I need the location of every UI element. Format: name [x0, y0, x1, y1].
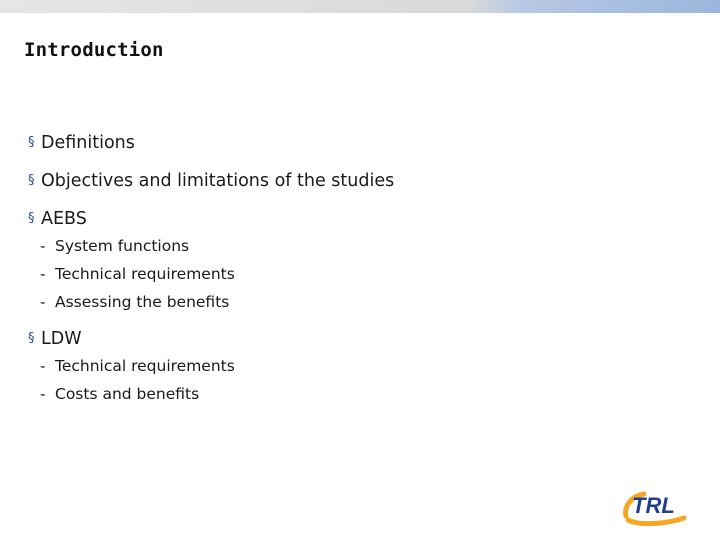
sub-item-text: Assessing the benefits [55, 293, 230, 311]
dash-marker-icon: - [40, 385, 46, 403]
bullet-item [28, 327, 688, 351]
bullet-list [28, 131, 688, 408]
bullet-item [28, 169, 688, 193]
sub-item-text: Costs and benefits [55, 385, 200, 403]
bullet-item [28, 131, 688, 155]
sub-item [28, 232, 688, 260]
sub-item [28, 352, 688, 380]
dash-marker-icon: - [40, 357, 46, 375]
bullet-marker-icon: § [28, 135, 35, 150]
sub-item-text: Technical requirements [55, 265, 235, 283]
header-bar [0, 0, 720, 13]
bullet-marker-icon: § [28, 331, 35, 346]
sub-item-text: Technical requirements [55, 357, 235, 375]
bullet-text: Objectives and limitations of the studies [41, 171, 395, 191]
bullet-text: LDW [41, 329, 82, 349]
dash-marker-icon: - [40, 293, 46, 311]
sub-item [28, 288, 688, 316]
dash-marker-icon: - [40, 265, 46, 283]
bullet-item [28, 207, 688, 231]
sub-item-text: System functions [55, 237, 190, 255]
bullet-marker-icon: § [28, 173, 35, 188]
trl-logo-icon [620, 486, 696, 526]
slide-title: Introduction [24, 39, 164, 61]
sub-item [28, 380, 688, 408]
dash-marker-icon: - [40, 237, 46, 255]
logo-text: TRL [632, 493, 675, 518]
bullet-text: AEBS [41, 209, 87, 229]
bullet-marker-icon: § [28, 211, 35, 226]
sub-item [28, 260, 688, 288]
bullet-text: Definitions [41, 133, 135, 153]
